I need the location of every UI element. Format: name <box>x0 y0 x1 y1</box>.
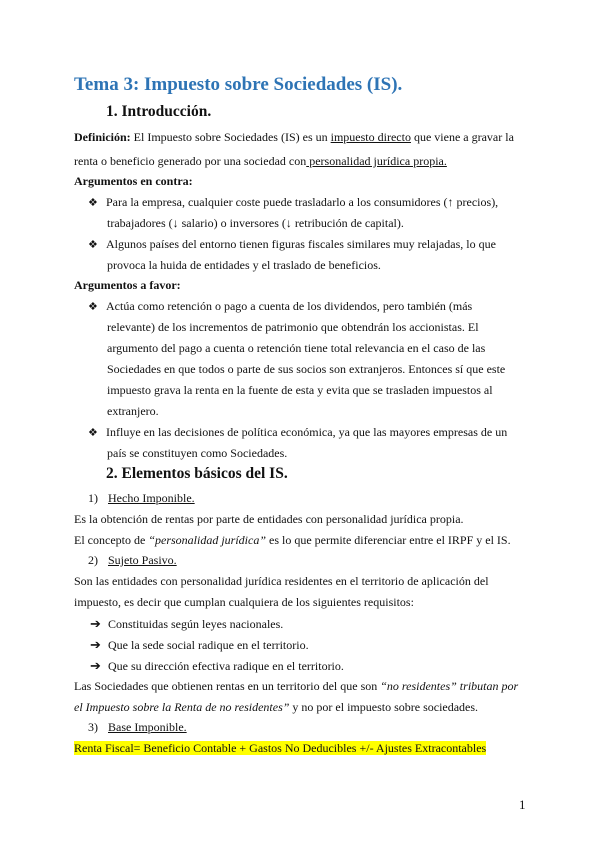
bullet-continuation: extranjero. <box>107 404 159 418</box>
section-heading-introduccion: 1. Introducción. <box>106 103 212 120</box>
paragraph-line: Es la obtención de rentas por parte de entidades con personalidad jurídica propia. <box>74 512 464 526</box>
page-number: 1 <box>519 797 526 812</box>
contra-bullet-1 <box>88 195 498 210</box>
highlighted-formula: Renta Fiscal= Beneficio Contable + Gastos No Deducibles +/- Ajustes Extracontables <box>74 741 487 755</box>
bullet-continuation: trabajadores (↓ salario) o inversores (↓ retribución de capital). <box>107 216 404 230</box>
item-label: Sujeto Pasivo. <box>108 553 177 567</box>
paragraph-line <box>74 679 518 694</box>
requirement-text: Que la sede social radique en el territorio. <box>108 638 309 652</box>
numbered-item-hecho-imponible <box>88 491 195 506</box>
text: Las Sociedades que obtienen rentas en un territorio del que son <box>74 679 381 693</box>
bullet-text: Para la empresa, cualquier coste puede trasladarlo a los consumidores (↑ precios), <box>106 195 499 209</box>
diamond-bullet-icon: ❖ <box>88 239 98 251</box>
favor-bullet-1 <box>88 299 472 314</box>
heading-argumentos-contra: Argumentos en contra: <box>74 174 193 188</box>
contra-bullet-2 <box>88 237 496 252</box>
bullet-continuation: provoca la huida de entidades y el traslado de beneficios. <box>107 258 381 272</box>
italic-text: “personalidad jurídica” <box>148 533 266 547</box>
bullet-continuation: relevante) de los incrementos de patrimonio que obtendrán los accionistas. El <box>107 320 479 334</box>
heading-argumentos-favor: Argumentos a favor: <box>74 278 181 292</box>
paragraph-line: impuesto, es decir que cumplan cualquiera de los siguientes requisitos: <box>74 595 414 609</box>
arrow-right-icon: ➔ <box>90 658 101 673</box>
text: y no por el impuesto sobre sociedades. <box>289 700 479 714</box>
definition-text: renta o beneficio generado por una sociedad con <box>74 154 307 168</box>
diamond-bullet-icon: ❖ <box>88 427 98 439</box>
arrow-right-icon: ➔ <box>90 637 101 652</box>
diamond-bullet-icon: ❖ <box>88 197 98 209</box>
arrow-right-icon: ➔ <box>90 616 101 631</box>
item-number: 3) <box>88 720 98 734</box>
italic-text: “no residentes” tributan por <box>380 679 519 693</box>
definition-line-1 <box>74 130 514 145</box>
definition-text: que viene a gravar la <box>410 130 514 144</box>
requirement-item <box>90 637 309 653</box>
paragraph-line <box>74 700 478 715</box>
definition-text: El Impuesto sobre Sociedades (IS) es un <box>130 130 331 144</box>
requirement-item <box>90 616 283 632</box>
diamond-bullet-icon: ❖ <box>88 301 98 313</box>
formula-highlighted <box>74 741 486 756</box>
bullet-text: Influye en las decisiones de política económica, ya que las mayores empresas de un <box>106 425 508 439</box>
page-title: Tema 3: Impuesto sobre Sociedades (IS). <box>74 74 403 95</box>
bullet-continuation: argumento del pago a cuenta o retención tiene total relevancia en el caso de las <box>107 341 486 355</box>
item-number: 2) <box>88 553 98 567</box>
bullet-continuation: país se constituyen como Sociedades. <box>107 446 288 460</box>
numbered-item-base-imponible <box>88 720 187 735</box>
bullet-text: Actúa como retención o pago a cuenta de los dividendos, pero también (más <box>106 299 473 313</box>
paragraph-line: Son las entidades con personalidad jurídica residentes en el territorio de aplicación del <box>74 574 489 588</box>
bullet-continuation: impuesto grava la renta en la fuente de esta y evita que se trasladen impuestos al <box>107 383 493 397</box>
italic-text: el Impuesto sobre la Renta de no residentes” <box>74 700 290 714</box>
requirement-text: Constituidas según leyes nacionales. <box>108 617 284 631</box>
text: es lo que permite diferenciar entre el IRPF y el IS. <box>266 533 511 547</box>
numbered-item-sujeto-pasivo <box>88 553 177 568</box>
bullet-text: Algunos países del entorno tienen figuras fiscales similares muy relajadas, lo que <box>106 237 496 251</box>
definition-term-impuesto-directo: impuesto directo <box>330 130 411 144</box>
requirement-text: Que su dirección efectiva radique en el territorio. <box>108 659 344 673</box>
paragraph-line <box>74 533 511 548</box>
item-label: Hecho Imponible. <box>108 491 195 505</box>
definition-line-2 <box>74 154 447 169</box>
item-label: Base Imponible. <box>108 720 187 734</box>
text: El concepto de <box>74 533 149 547</box>
definition-label: Definición: <box>74 130 131 144</box>
favor-bullet-2 <box>88 425 507 440</box>
bullet-continuation: Sociedades en que todos o parte de sus socios son extranjeros. Entonces sí que este <box>107 362 506 376</box>
section-heading-elementos: 2. Elementos básicos del IS. <box>106 465 288 482</box>
item-number: 1) <box>88 491 98 505</box>
requirement-item <box>90 658 344 674</box>
definition-term-personalidad: personalidad jurídica propia. <box>306 154 447 168</box>
